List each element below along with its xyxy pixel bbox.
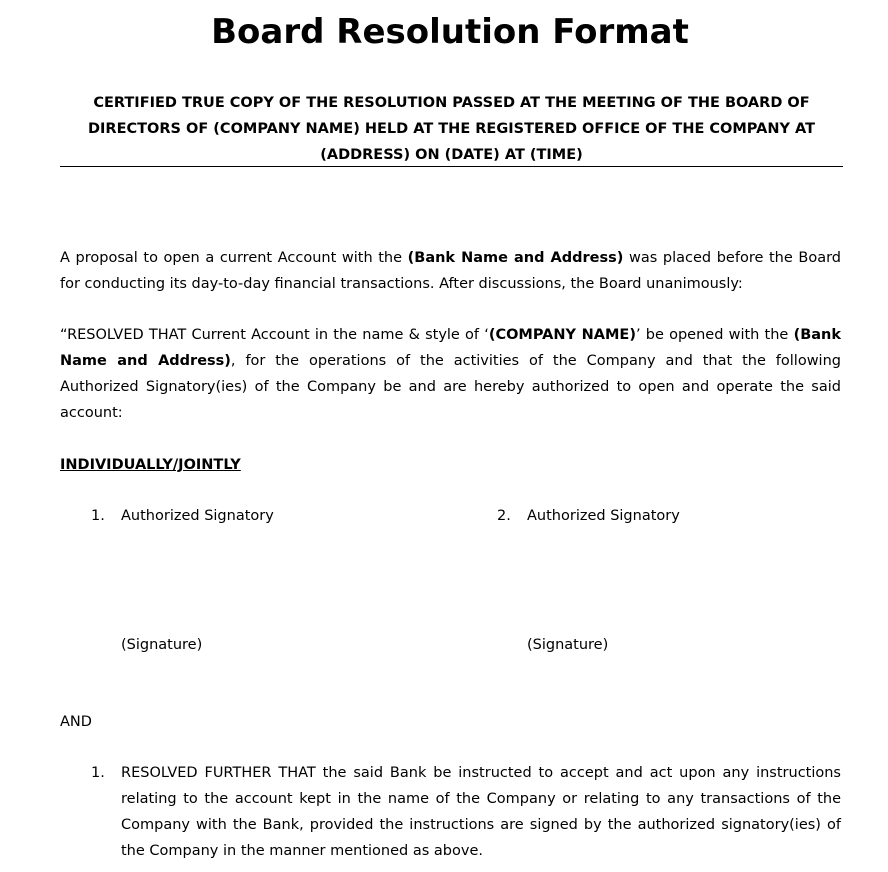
resolution-text-middle: ’ be opened with the <box>635 327 794 343</box>
resolution-paragraph <box>60 322 841 426</box>
signature-placeholder: (Signature) <box>121 637 203 653</box>
document-title: Board Resolution Format <box>211 12 689 52</box>
resolution-text-start: “RESOLVED THAT Current Account in the name & style of ‘ <box>60 327 489 343</box>
signatory-number: 2. <box>497 508 511 524</box>
bank-name-placeholder: (Bank Name and Address) <box>60 327 841 369</box>
signatory-number: 1. <box>91 508 105 524</box>
signing-mode-heading: INDIVIDUALLY/JOINTLY <box>60 457 241 473</box>
resolution-text-end: , for the operations of the activities of the Company and that the following Authorized Signatory(ies) of the Company be and are hereby authorized to open and operate the said account: <box>60 353 841 421</box>
resolution-heading: CERTIFIED TRUE COPY OF THE RESOLUTION PASSED AT THE MEETING OF THE BOARD OF DIRECTORS OF (COMPANY NAME) HELD AT THE REGISTERED OFFICE OF THE COMPANY AT (ADDRESS) ON (DATE) AT (TIME) <box>88 95 815 163</box>
proposal-text-end: was placed before the Board for conducting its day-to-day financial transactions. After discussions, the Board unanimously: <box>60 250 842 292</box>
heading-divider <box>60 166 843 167</box>
proposal-paragraph <box>60 245 841 297</box>
further-resolution-number: 1. <box>91 765 105 781</box>
signature-placeholder: (Signature) <box>527 637 609 653</box>
signatory-label: Authorized Signatory <box>527 508 680 524</box>
proposal-text-start: A proposal to open a current Account with the <box>60 250 408 266</box>
company-name-placeholder: (COMPANY NAME) <box>488 327 636 343</box>
further-resolution-text: RESOLVED FURTHER THAT the said Bank be instructed to accept and act upon any instructions relating to the account kept in the name of the Company or relating to any transactions of the Company with the Bank, provided the instructions are signed by the authorized signatory(ies) of the Company in the manner mentioned as above. <box>121 765 841 859</box>
signatory-label: Authorized Signatory <box>121 508 274 524</box>
bank-name-placeholder: (Bank Name and Address) <box>407 250 624 266</box>
conjunction-and: AND <box>60 714 92 730</box>
